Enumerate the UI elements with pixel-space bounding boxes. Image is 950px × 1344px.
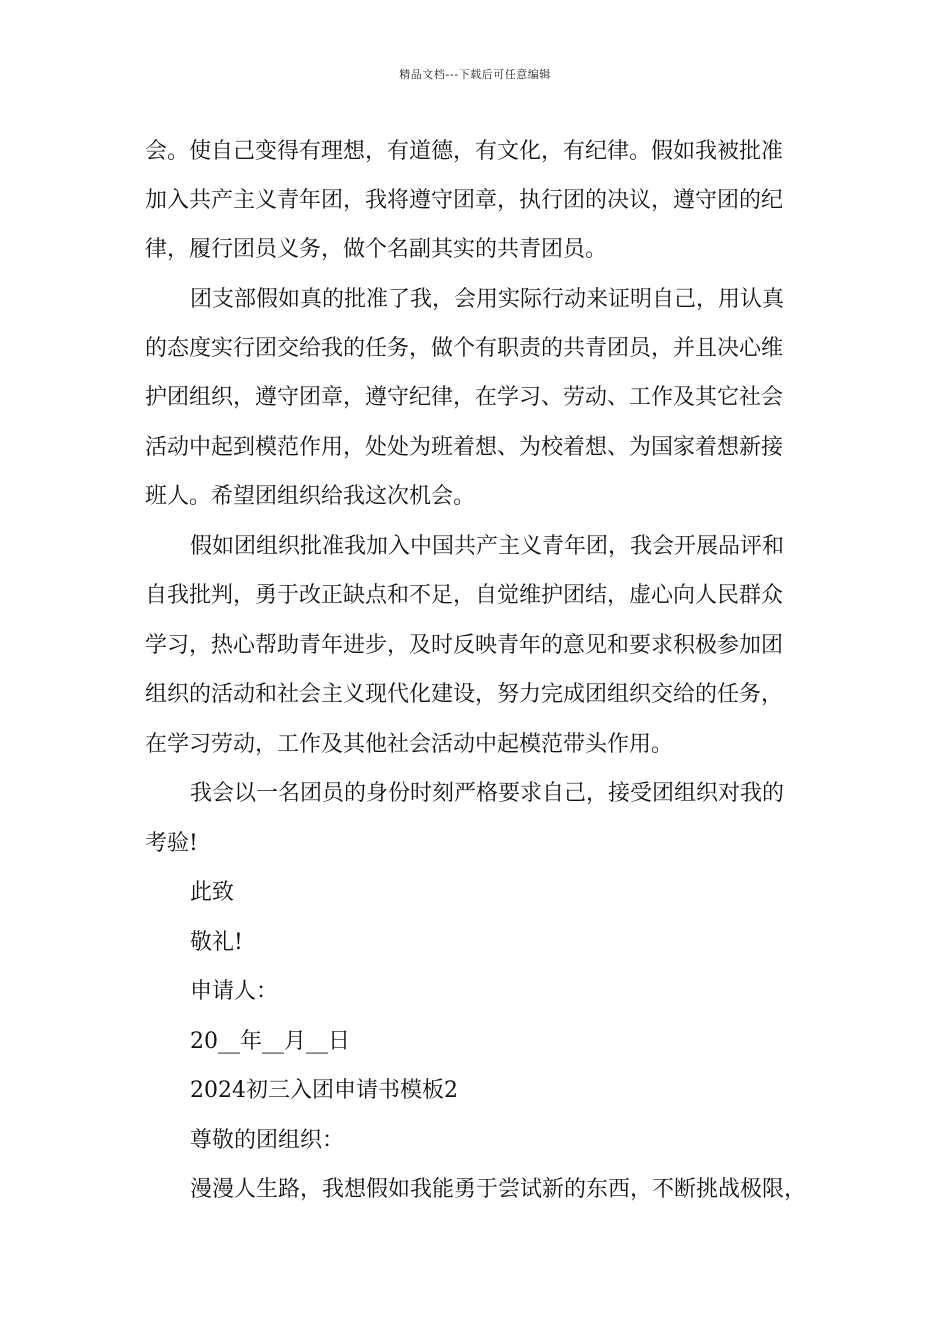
body-line-5: 的态度实行团交给我的任务，做个有职责的共青团员，并且决心维 [145, 336, 784, 361]
body-line-15: 考验! [145, 831, 198, 856]
body-line-9: 假如团组织批准我加入中国共产主义青年团，我会开展品评和 [190, 534, 785, 559]
body-line-1: 会。使自己变得有理想，有道德，有文化，有纪律。假如我被批准 [145, 139, 784, 164]
body-line-7: 活动中起到模范作用，处处为班着想、为校着想、为国家着想新接 [145, 435, 784, 460]
applicant-label: 申请人： [190, 979, 279, 1004]
body-line-14: 我会以一名团员的身份时刻严格要求自己，接受团组织对我的 [190, 781, 785, 806]
body-line-10: 自我批判，勇于改正缺点和不足，自觉维护团结，虚心向人民群众 [145, 583, 784, 608]
body-line-13: 在学习劳动，工作及其他社会活动中起模范带头作用。 [145, 732, 674, 757]
body-line-8: 班人。希望团组织给我这次机会。 [145, 484, 476, 509]
body-line-last: 漫漫人生路，我想假如我能勇于尝试新的东西，不断挑战极限， [190, 1177, 807, 1202]
body-line-4: 团支部假如真的批准了我，会用实际行动来证明自己，用认真 [190, 287, 785, 312]
body-line-12: 组织的活动和社会主义现代化建设，努力完成团组织交给的任务， [145, 682, 784, 707]
body-line-11: 学习，热心帮助青年进步，及时反映青年的意见和要求积极参加团 [145, 633, 784, 658]
body-line-3: 律，履行团员义务，做个名副其实的共青团员。 [145, 237, 608, 262]
closing-regards: 敬礼! [190, 930, 243, 955]
greeting-line: 尊敬的团组织： [190, 1128, 345, 1153]
body-line-2: 加入共产主义青年团，我将遵守团章，执行团的决议，遵守团的纪 [145, 188, 784, 213]
template-title: 2024初三入团申请书模板2 [190, 1078, 458, 1103]
page-header: 精品文档---下载后可任意编辑 [399, 68, 551, 81]
closing-salutation: 此致 [190, 880, 235, 905]
date-line: 20__年__月__日 [190, 1029, 350, 1054]
body-line-6: 护团组织，遵守团章，遵守纪律，在学习、劳动、工作及其它社会 [145, 385, 784, 410]
